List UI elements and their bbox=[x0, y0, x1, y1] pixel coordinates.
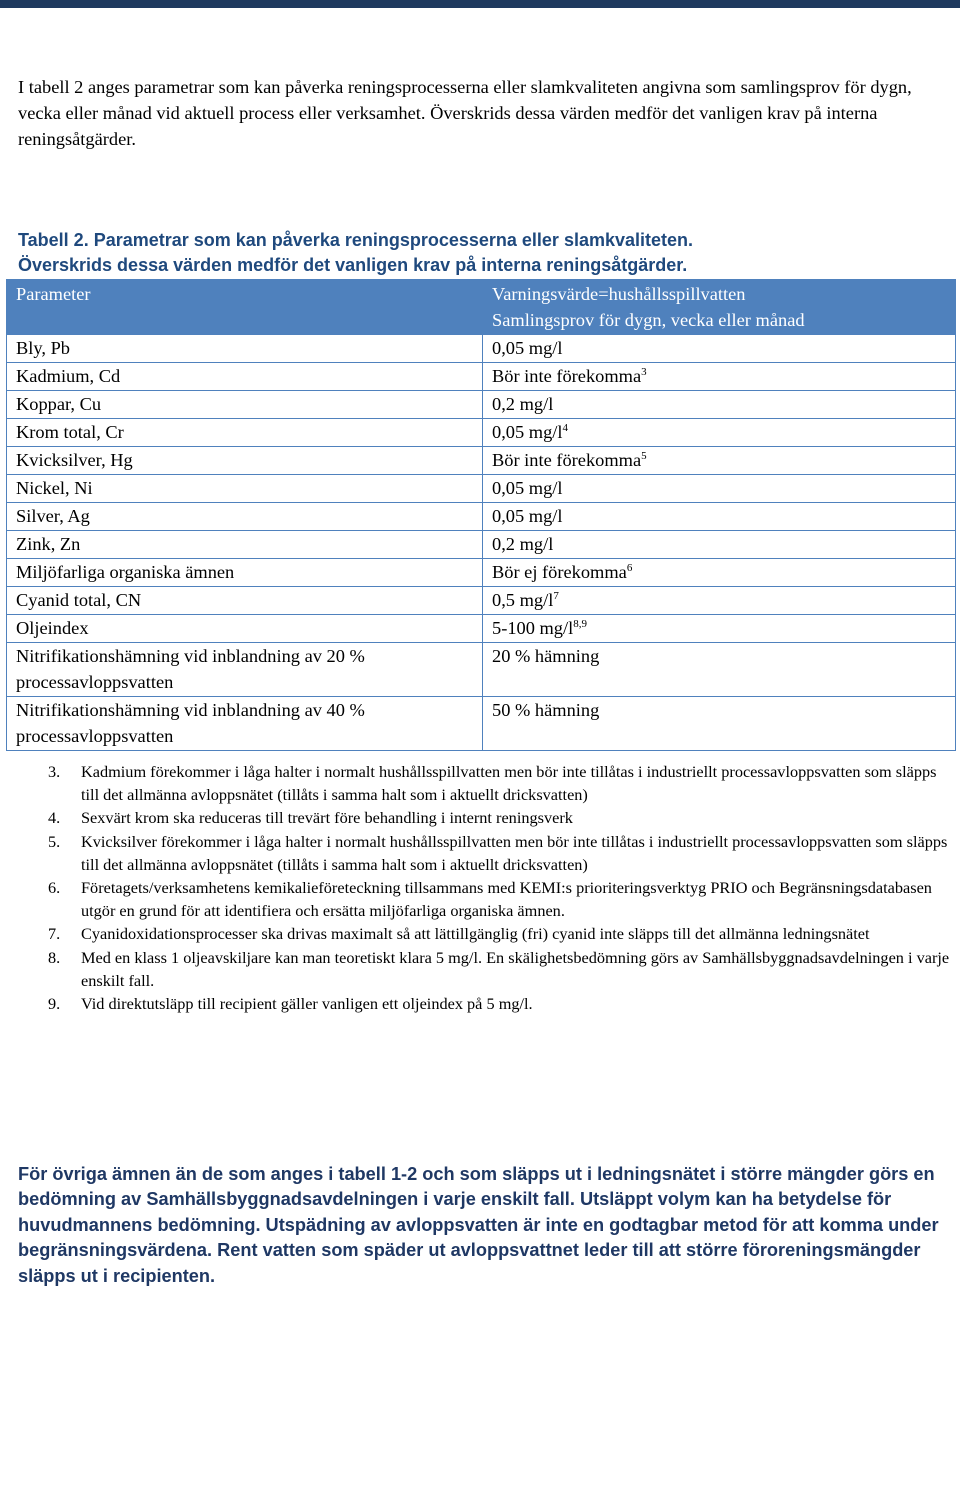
table-row bbox=[7, 391, 956, 419]
footnote-item bbox=[34, 922, 950, 945]
row-parameter: Koppar, Cu bbox=[7, 391, 483, 419]
row-value: 0,2 mg/l bbox=[492, 394, 554, 414]
row-value-cell bbox=[483, 697, 956, 751]
footnote-item bbox=[34, 760, 950, 806]
parameter-table bbox=[6, 279, 956, 751]
footnote-item bbox=[34, 992, 950, 1015]
row-parameter: Nitrifikationshämning vid inblandning av 20 % processavloppsvatten bbox=[7, 643, 483, 697]
row-parameter: Zink, Zn bbox=[7, 531, 483, 559]
table-row bbox=[7, 615, 956, 643]
row-parameter: Cyanid total, CN bbox=[7, 587, 483, 615]
table-caption bbox=[18, 228, 948, 278]
row-value: 0,05 mg/l bbox=[492, 478, 563, 498]
footer-contact: ÅRJÄNGS KOMMUN | 0573-141 00 vx | kommun@arjang.se | www.arjang.se bbox=[193, 1456, 767, 1473]
header-parameter: Parameter bbox=[7, 280, 483, 335]
row-value-cell bbox=[483, 643, 956, 697]
footnote-text: Kadmium förekommer i låga halter i normalt hushållsspillvatten men bör inte tillåtas i industriellt processavloppsvatten som släpps till det allmänna avloppsnätet (tillåts i samma halt som i aktuellt dricksvatten) bbox=[81, 762, 937, 805]
row-value: Bör inte förekomma bbox=[492, 450, 642, 470]
footnote-text: Cyanidoxidationsprocesser ska drivas maximalt så att lättillgänglig (fri) cyanid inte släpps till det allmänna ledningsnätet bbox=[81, 924, 870, 944]
row-value: 0,05 mg/l bbox=[492, 338, 563, 358]
footnote-ref: 7 bbox=[553, 590, 559, 602]
footnote-ref: 3 bbox=[641, 366, 647, 378]
row-value-cell bbox=[483, 615, 956, 643]
footnote-ref: 5 bbox=[641, 450, 647, 462]
footnote-text: Företagets/verksamhetens kemikalieföreteckning tillsammans med KEMI:s prioriteringsverktyg PRIO och Begränsningsdatabasen utgör en grund för att identifiera och ersätta miljöfarliga organiska ämnen. bbox=[81, 878, 932, 921]
bottom-notice: För övriga ämnen än de som anges i tabell 1-2 och som släpps ut i ledningsnätet i större mängder görs en bedömning av Samhällsbyggnadsavdelningen i varje enskilt fall. Utsläppt volym kan ha betydelse för huvudmannens bedömning. Utspädning av avloppsvatten är inte en godtagbar metod för att komma under begränsningsvärdena. Rent vatten som späder ut avloppsvattnet leder till att större föroreningsmängder släpps ut i recipienten. bbox=[18, 1164, 939, 1286]
caption-line-1: Tabell 2. Parametrar som kan påverka reningsprocesserna eller slamkvaliteten. bbox=[18, 230, 694, 250]
table-row bbox=[7, 697, 956, 751]
footnote-item bbox=[34, 806, 950, 829]
row-value-cell bbox=[483, 531, 956, 559]
row-value-cell bbox=[483, 503, 956, 531]
row-value: Bör inte förekomma bbox=[492, 366, 642, 386]
row-value-cell bbox=[483, 363, 956, 391]
table-row bbox=[7, 503, 956, 531]
row-value: 20 % hämning bbox=[492, 646, 600, 666]
footnote-ref: 4 bbox=[562, 422, 569, 434]
row-parameter: Nitrifikationshämning vid inblandning av 40 % processavloppsvatten bbox=[7, 697, 483, 751]
row-parameter: Kadmium, Cd bbox=[7, 363, 483, 391]
footnote-text: Sexvärt krom ska reduceras till trevärt före behandling i internt reningsverk bbox=[81, 808, 573, 828]
header-warning-value bbox=[483, 280, 956, 335]
row-value-cell bbox=[483, 475, 956, 503]
footnote-item bbox=[34, 830, 950, 876]
row-value-cell bbox=[483, 335, 956, 363]
footnote-number: 7. bbox=[48, 924, 61, 944]
row-parameter: Miljöfarliga organiska ämnen bbox=[7, 559, 483, 587]
row-value: 0,5 mg/l bbox=[492, 590, 554, 610]
footnote-number: 9. bbox=[48, 994, 61, 1014]
row-value-cell bbox=[483, 587, 956, 615]
table-row bbox=[7, 447, 956, 475]
footnote-number: 3. bbox=[48, 762, 61, 781]
row-value-cell bbox=[483, 391, 956, 419]
row-value: 0,05 mg/l bbox=[492, 422, 563, 442]
table-row bbox=[7, 531, 956, 559]
row-value: 0,05 mg/l bbox=[492, 506, 563, 526]
caption-line-2: Överskrids dessa värden medför det vanligen krav på interna reningsåtgärder. bbox=[18, 255, 688, 275]
top-rule bbox=[0, 0, 960, 8]
row-parameter: Silver, Ag bbox=[7, 503, 483, 531]
footnote-text: Kvicksilver förekommer i låga halter i normalt hushållsspillvatten men bör inte tillåtas i industriellt processavloppsvatten som släpps till det allmänna avloppsnätet (tillåts i samma halt som i aktuellt dricksvatten) bbox=[81, 831, 948, 874]
header-warning-line-1: Varningsvärde=hushållsspillvatten bbox=[492, 284, 746, 304]
footnote-number: 4. bbox=[48, 808, 61, 828]
table-row bbox=[7, 363, 956, 391]
table-row bbox=[7, 643, 956, 697]
table-row bbox=[7, 475, 956, 503]
footnote-item bbox=[34, 946, 950, 992]
row-value: Bör ej förekomma bbox=[492, 562, 627, 582]
footnote-number: 5. bbox=[48, 831, 61, 851]
table-row bbox=[7, 419, 956, 447]
row-parameter: Krom total, Cr bbox=[7, 419, 483, 447]
row-value-cell bbox=[483, 447, 956, 475]
footnote-ref: 8,9 bbox=[573, 618, 587, 630]
footnote-list bbox=[34, 760, 950, 1015]
table-row bbox=[7, 559, 956, 587]
header-warning-line-2: Samlingsprov för dygn, vecka eller månad bbox=[492, 310, 805, 330]
row-value: 0,2 mg/l bbox=[492, 534, 554, 554]
table-row bbox=[7, 587, 956, 615]
row-value-cell bbox=[483, 419, 956, 447]
footnote-number: 6. bbox=[48, 878, 61, 898]
intro-paragraph: I tabell 2 anges parametrar som kan påverka reningsprocesserna eller slamkvaliteten angivna som samlingsprov för dygn, vecka eller månad vid aktuell process eller verksamhet. Överskrids dessa värden medför det vanligen krav på interna reningsåtgärder. bbox=[18, 77, 912, 149]
row-value: 5-100 mg/l bbox=[492, 618, 574, 638]
footnote-text: Vid direktutsläpp till recipient gäller vanligen ett oljeindex på 5 mg/l. bbox=[81, 994, 533, 1014]
row-value-cell bbox=[483, 559, 956, 587]
table-row bbox=[7, 335, 956, 363]
row-parameter: Bly, Pb bbox=[7, 335, 483, 363]
footnote-number: 8. bbox=[48, 947, 61, 967]
table-header-row bbox=[7, 280, 956, 335]
row-parameter: Nickel, Ni bbox=[7, 475, 483, 503]
footnote-text: Med en klass 1 oljeavskiljare kan man teoretiskt klara 5 mg/l. En skälighetsbedömning görs av Samhällsbyggnadsavdelningen i varje enskilt fall. bbox=[81, 947, 950, 990]
row-value: 50 % hämning bbox=[492, 700, 600, 720]
footnote-item bbox=[34, 876, 950, 922]
row-parameter: Oljeindex bbox=[7, 615, 483, 643]
footnote-ref: 6 bbox=[626, 562, 633, 574]
row-parameter: Kvicksilver, Hg bbox=[7, 447, 483, 475]
